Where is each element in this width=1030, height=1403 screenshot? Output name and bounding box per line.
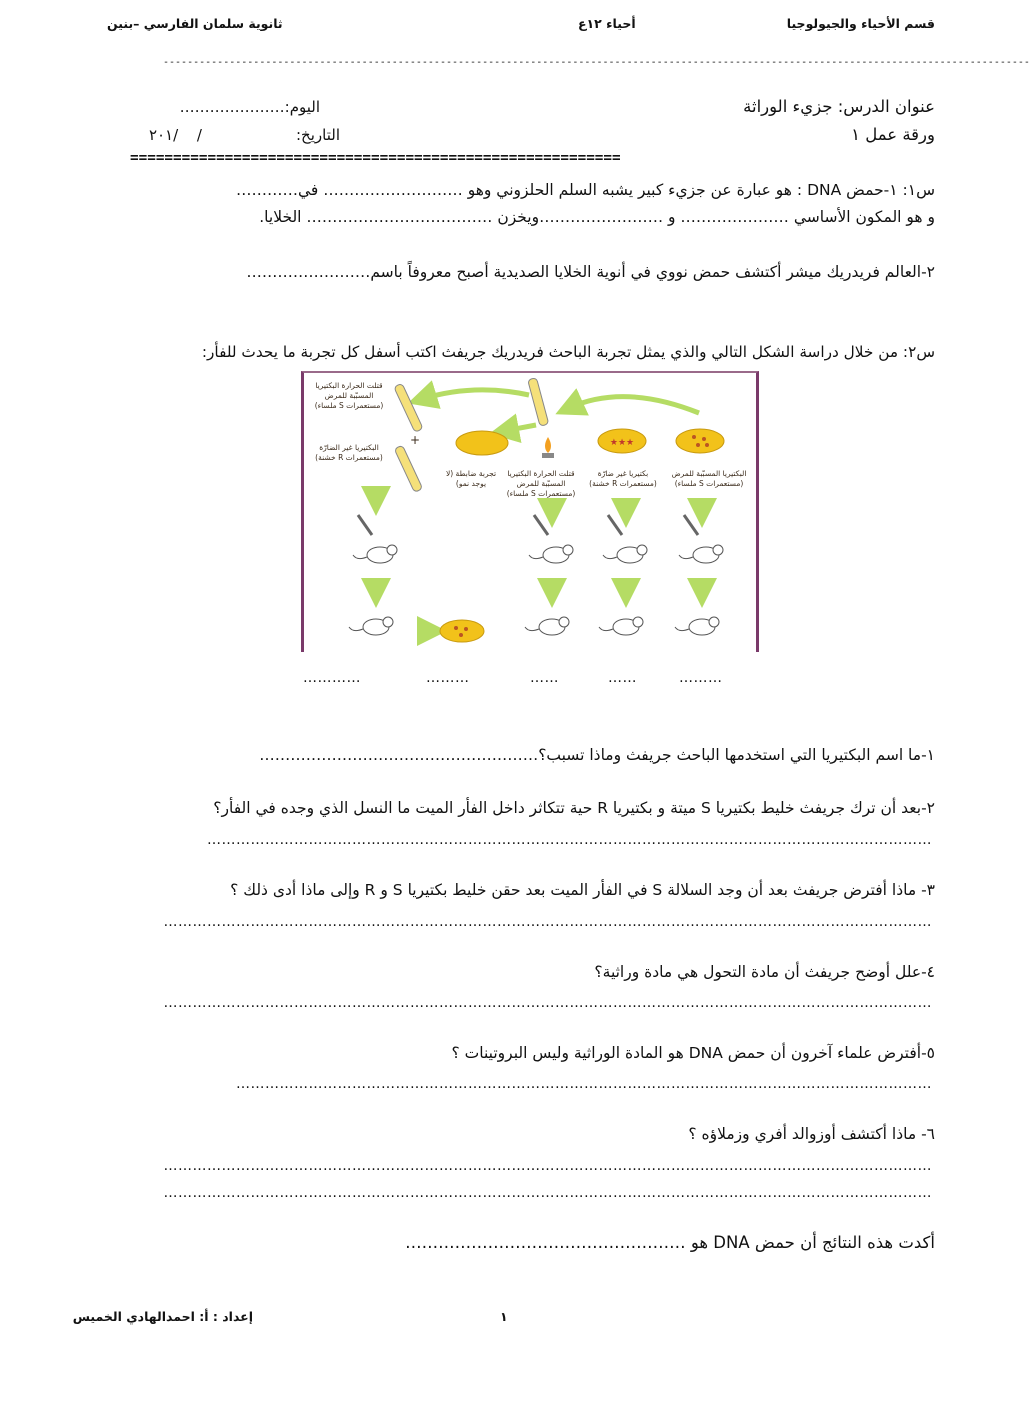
label-heat-killed-s-tube: قتلت الحرارة البكتيريا المسبّبة للمرض (مستعمرات S ملساء) <box>314 381 384 410</box>
answer-line[interactable]: …………………………………………………………………………………………………………………………………………… <box>163 914 932 930</box>
department-label: قسم الأحياء والجيولوجيا <box>786 16 935 31</box>
plus-sign: + <box>410 433 421 447</box>
answer-blank-2[interactable]: …… <box>608 670 637 686</box>
q2-prompt: س٢: من خلال دراسة الشكل التالي والذي يمثل تجربة الباحث فريدريك جريفث اكتب أسفل كل تجربة ما يحدث للفأر: <box>201 343 935 361</box>
petri-dish-s <box>676 429 724 453</box>
day-field: اليوم:………………… <box>179 98 320 116</box>
arrow-icon <box>569 397 699 413</box>
course-label: أحياء ١٢ع <box>578 16 636 31</box>
syringe-icon <box>684 515 698 535</box>
petri-dish-result <box>440 620 484 642</box>
label-heat-killed-s: قتلت الحرارة البكتيريا المسبّبة للمرض (مستعمرات S ملساء) <box>506 469 576 498</box>
label-harmless-r: بكتيريا غير ضارّة (مستعمرات R خشنة) <box>589 469 657 488</box>
arrow-icon <box>504 425 536 431</box>
answer-line[interactable]: …………………………………………………………………………………………………………………………………………… <box>163 1158 932 1174</box>
griffith-experiment-figure <box>301 371 759 652</box>
petri-dish-control <box>456 431 508 455</box>
date-label: التاريخ: <box>296 126 340 144</box>
equals-separator: ========================================================= <box>130 150 621 166</box>
question-4: ٤-علل أوضح جريفث أن مادة التحول هي مادة وراثية؟ <box>594 963 935 981</box>
label-harmless-r-tube: البكتيريا غير الضارّة (مستعمرات R خشنة) <box>315 443 383 462</box>
school-label: ثانوية سلمان الفارسي –بنين <box>107 16 283 31</box>
test-tube-icon <box>528 378 549 427</box>
arrow-icon <box>422 390 529 399</box>
syringe-icon <box>608 515 622 535</box>
burner-icon <box>542 437 554 458</box>
date-value: / /٢٠١ <box>148 126 202 144</box>
answer-blank-1[interactable]: ……… <box>679 670 723 686</box>
question-6: ٦- ماذا أكتشف أوزوالد أفري وزملاؤه ؟ <box>688 1125 935 1143</box>
answer-blank-4[interactable]: ……… <box>426 670 470 686</box>
page-number: ١ <box>500 1309 508 1324</box>
lesson-title: عنوان الدرس: جزيء الوراثة <box>743 97 935 116</box>
answer-blank-5[interactable]: ………… <box>303 670 361 686</box>
answer-line[interactable]: …………………………………………………………………………………………………………………………………………… <box>163 995 932 1011</box>
dashed-separator: ------------------------------------------------------------------------------------------------------------------------------------------------ <box>163 57 1030 68</box>
question-5: ٥-أفترض علماء آخرون أن حمض DNA هو المادة الوراثية وليس البروتينات ؟ <box>451 1044 935 1062</box>
worksheet-label: ورقة عمل ١ <box>851 125 935 144</box>
question-1: ١-ما اسم البكتيريا التي استخدمها الباحث جريفث وماذا تسبب؟……………………………………………… <box>259 746 935 764</box>
q1-line1: س١: ١-حمض DNA : هو عبارة عن جزيء كبير يشبه السلم الحلزوني وهو ……………………… في………… <box>236 181 935 199</box>
petri-dish-r <box>598 429 646 453</box>
answer-blank-3[interactable]: …… <box>530 670 559 686</box>
author-credit: إعداد : أ: احمدالهادي الخميس <box>72 1309 253 1324</box>
test-tube-icon <box>394 383 423 432</box>
experiment-illustration <box>304 373 756 652</box>
test-tube-icon <box>394 445 422 492</box>
svg-text:★★★: ★★★ <box>609 438 635 448</box>
syringe-icon <box>358 515 372 535</box>
syringe-icon <box>534 515 548 535</box>
label-virulent-s: البكتيريا المسبّبة للمرض (مستعمرات S ملساء) <box>671 469 747 488</box>
answer-line[interactable]: ……………………………………………………………………………………………………………………………… <box>236 1076 932 1092</box>
q1-item2: ٢-العالم فريدريك ميشر أكتشف حمض نووي في أنوية الخلايا الصديدية أصبح معروفاً باسم…………………… <box>246 263 935 281</box>
q1-line2: و هو المكون الأساسي ………………… و ……………………ويخزن ……………………………… الخلايا. <box>259 208 935 226</box>
conclusion: أكدت هذه النتائج أن حمض DNA هو …………………………………………… <box>405 1233 935 1252</box>
answer-line[interactable]: …………………………………………………………………………………………………………………………………………… <box>163 1185 932 1201</box>
answer-line[interactable]: …………………………………………………………………………………………………………………………………… <box>207 832 932 848</box>
question-3: ٣- ماذا أفترض جريفث بعد أن وجد السلالة S في الفأر الميت بعد حقن خليط بكتيريا S و R وإلى ماذا أدى ذلك ؟ <box>230 881 935 899</box>
label-control: تجربة ضابطة (لا يوجد نمو) <box>445 469 497 488</box>
question-2: ٢-بعد أن ترك جريفث خليط بكتيريا S ميتة و بكتيريا R حية تتكاثر داخل الفأر الميت ما النسل الذي وجده في الفأر؟ <box>213 799 935 817</box>
